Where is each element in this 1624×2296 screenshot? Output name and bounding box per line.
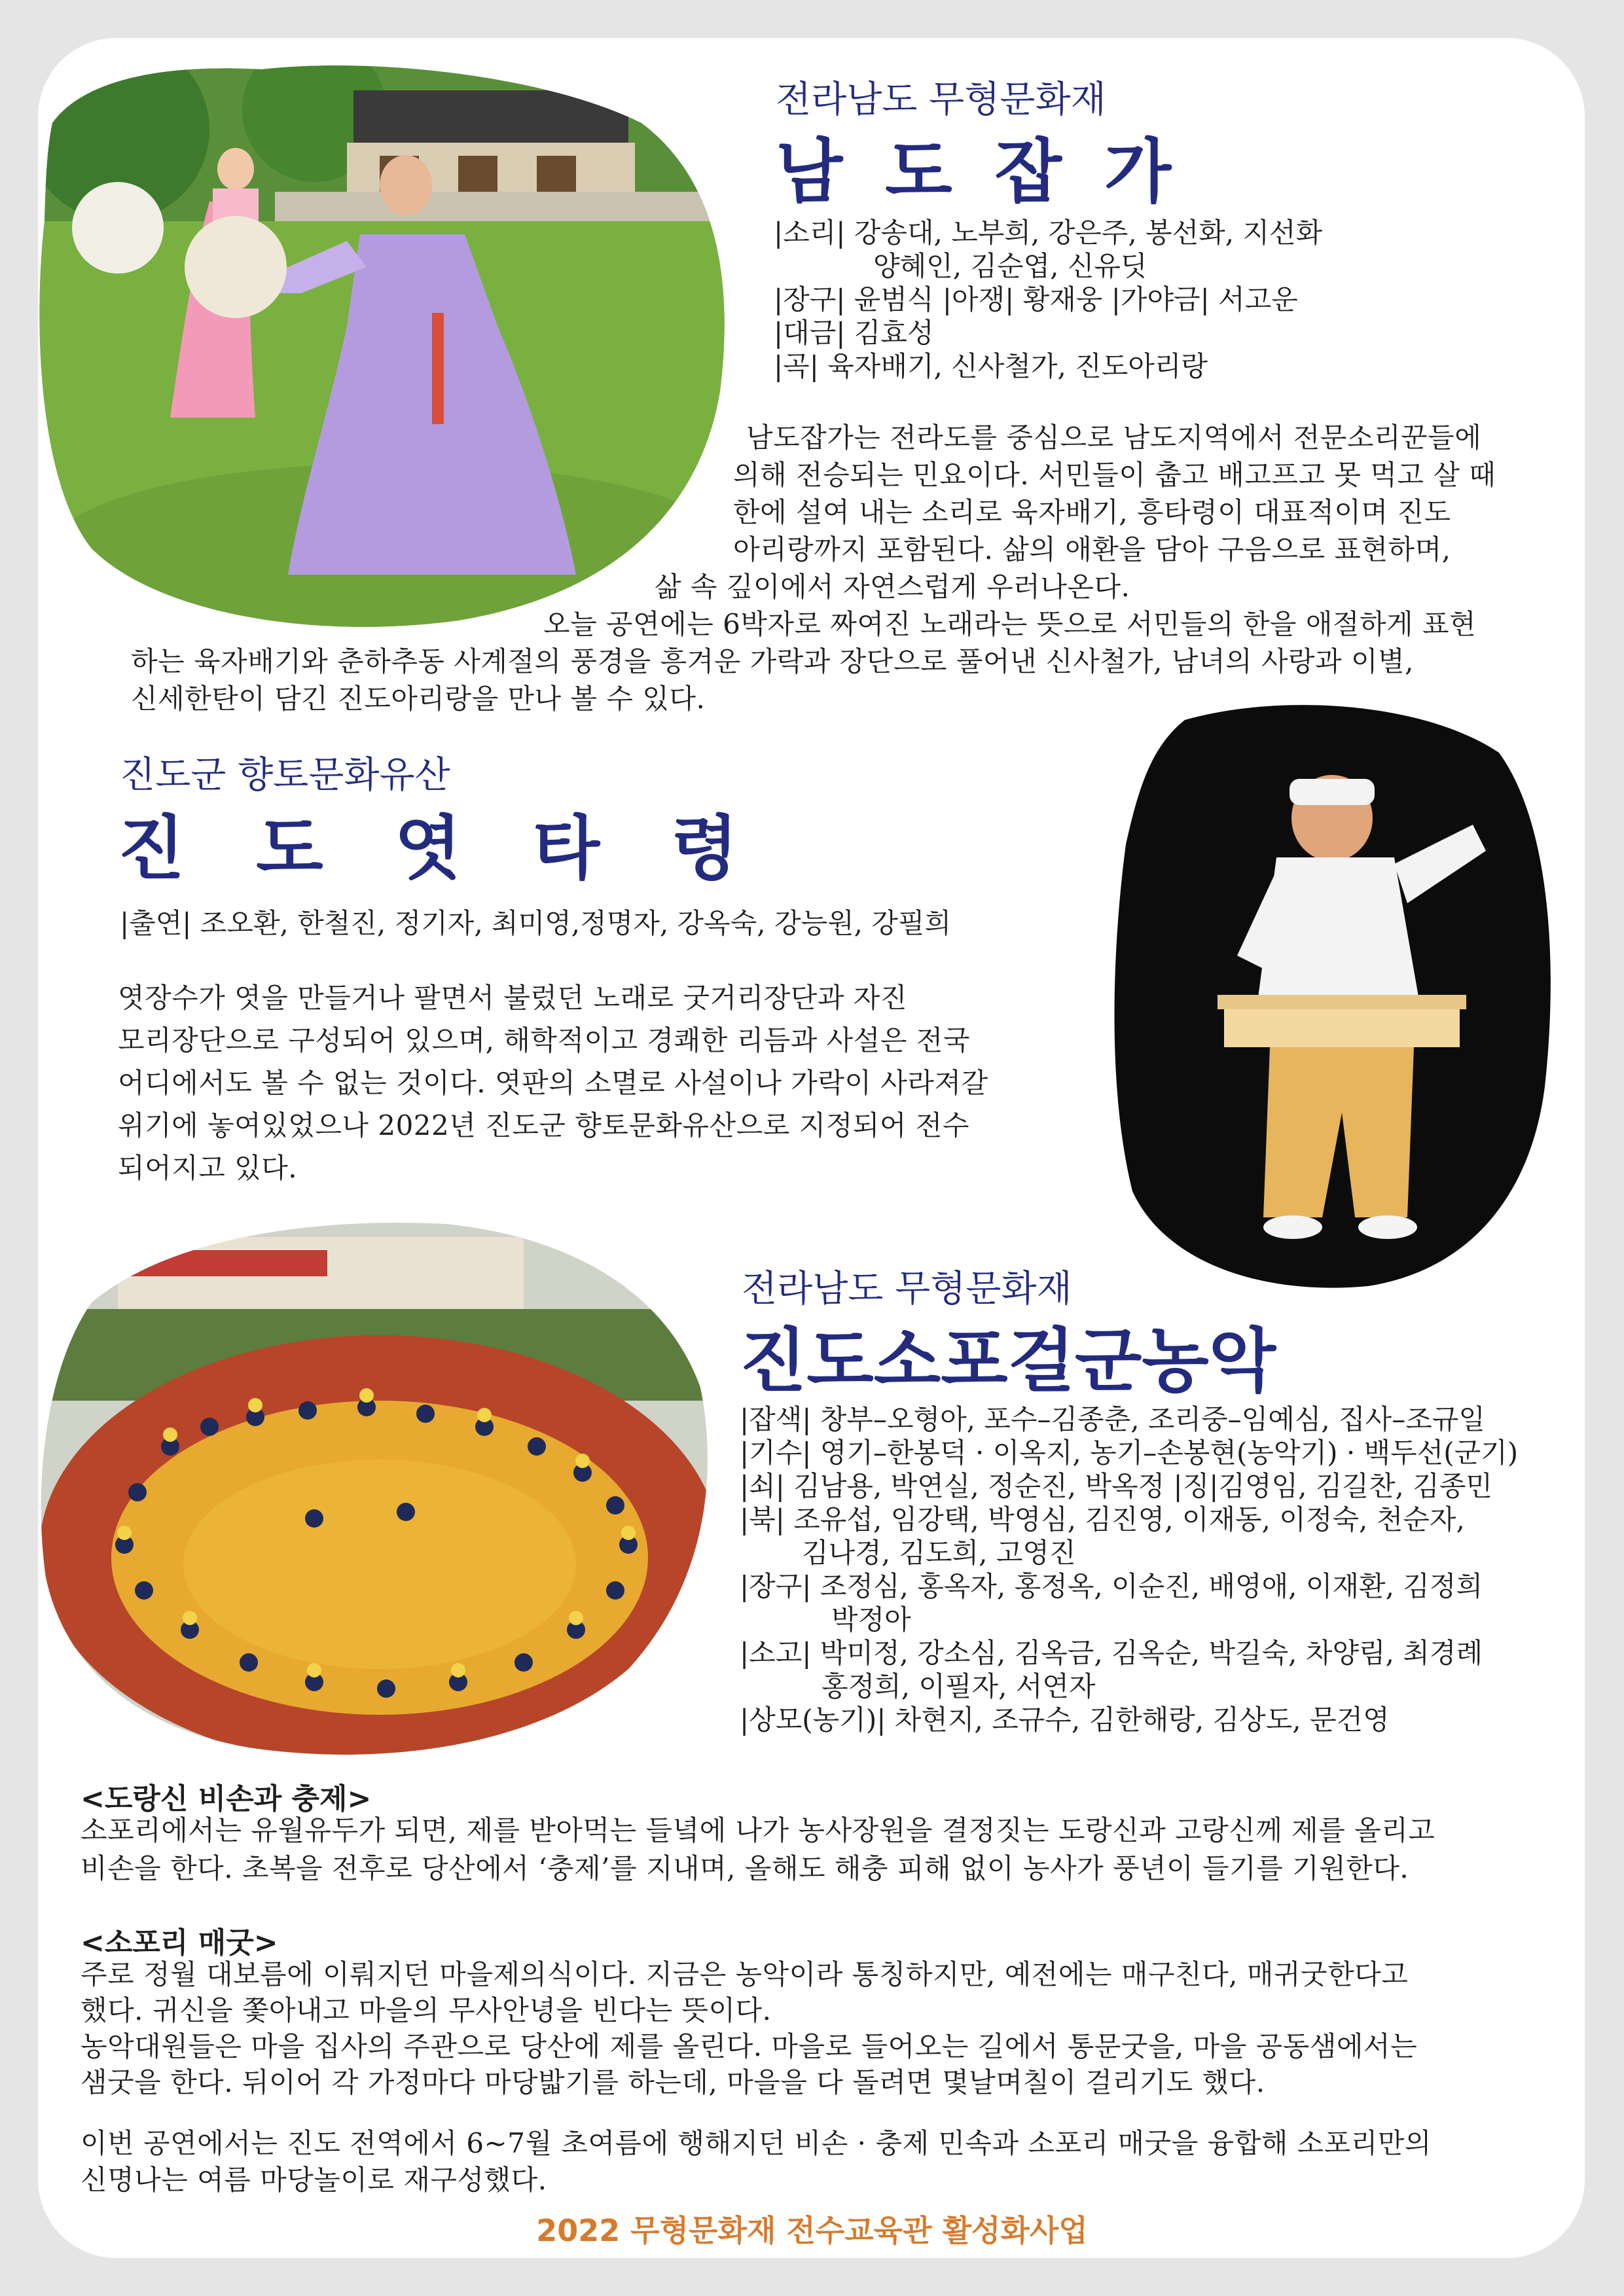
- section2-body-line: 되어지고 있다.: [118, 1152, 298, 1184]
- footer-program-title: 2022 무형문화재 전수교육관 활성화사업: [536, 2213, 1088, 2248]
- section1-body-line: 삶 속 깊이에서 자연스럽게 우러나온다.: [655, 571, 1130, 603]
- credit-line: 홍정희, 이필자, 서연자: [821, 1670, 1096, 1702]
- section2-body: [118, 977, 988, 1189]
- section4-heading: <도랑신 비손과 충제>: [81, 1782, 372, 1816]
- photo-nongak-performance: [39, 1211, 713, 1767]
- section5-closing-line: 이번 공연에서는 진도 전역에서 6~7월 초여름에 행해지던 비손 · 충제 민속과 소포리 매굿을 융합해 소포리만의: [81, 2127, 1432, 2159]
- section1-body-line: 하는 육자배기와 춘하추동 사계절의 풍경을 흥겨운 가락과 장단으로 풀어낸 신사철가, 남녀의 사랑과 이별,: [131, 645, 1415, 677]
- section1-body-line: 의해 전승되는 민요이다. 서민들이 춥고 배고프고 못 먹고 살 때: [733, 459, 1496, 491]
- section5-body-line: 샘굿을 한다. 뒤이어 각 가정마다 마당밟기를 하는데, 마을을 다 돌려면 몇날며칠이 걸리기도 했다.: [81, 2066, 1265, 2098]
- section1-subtitle: 전라남도 무형문화재: [776, 79, 1106, 121]
- credit-line: |대금| 김효성: [774, 317, 934, 349]
- section1-body-line: 남도잡가는 전라도를 중심으로 남도지역에서 전문소리꾼들에: [746, 422, 1482, 454]
- section2-credits: |출연| 조오환, 한철진, 정기자, 최미영,정명자, 강옥숙, 강능원, 강필희: [120, 907, 952, 939]
- section5-body-line: 농악대원들은 마을 집사의 주관으로 당산에 제를 올린다. 마을로 들어오는 길에서 통문굿을, 마을 공동샘에서는: [81, 2030, 1418, 2062]
- credit-line: |상모(농기)| 차현지, 조규수, 김한해랑, 김상도, 문건영: [740, 1704, 1390, 1736]
- credit-line: |장구| 조정심, 홍옥자, 홍정옥, 이순진, 배영애, 이재환, 김정희: [740, 1570, 1483, 1602]
- credit-line: |곡| 육자배기, 신사철가, 진도아리랑: [774, 350, 1208, 382]
- section2-body-line: 어디에서도 볼 수 없는 것이다. 엿판의 소멸로 사설이나 가락이 사라져갈: [118, 1067, 988, 1099]
- section2-body-line: 위기에 놓여있었으나 2022년 진도군 향토문화유산으로 지정되어 전수: [118, 1109, 969, 1141]
- photo-yeot-taryeong: [1106, 694, 1558, 1296]
- section4-body-line: 비손을 한다. 초복을 전후로 당산에서 ‘충제’를 지내며, 올해도 해충 피해 없이 농사가 풍년이 들기를 기원한다.: [81, 1852, 1409, 1884]
- credit-line: |기수| 영기–한봉덕 · 이옥지, 농기–손봉현(농악기) · 백두선(군기): [740, 1437, 1519, 1469]
- credit-line: |북| 조유섭, 임강택, 박영심, 김진영, 이재동, 이정숙, 천순자,: [740, 1503, 1465, 1535]
- section2-body-line: 엿장수가 엿을 만들거나 팔면서 불렀던 노래로 굿거리장단과 자진: [118, 982, 907, 1014]
- section5-heading: <소포리 매굿>: [81, 1926, 278, 1960]
- section1-title: 남 도 잡 가: [776, 132, 1181, 212]
- credit-line: |소리| 강송대, 노부희, 강은주, 봉선화, 지선화: [774, 217, 1323, 249]
- section5-closing-line: 신명나는 여름 마당놀이로 재구성했다.: [81, 2164, 547, 2196]
- section5-body-line: 주로 정월 대보름에 이뤄지던 마을제의식이다. 지금은 농악이라 통칭하지만, 예전에는 매구친다, 매귀굿한다고: [81, 1958, 1409, 1990]
- photo-namdo-japga: [39, 51, 733, 634]
- section1-body-line: 아리랑까지 포함된다. 삶의 애환을 담아 구음으로 표현하며,: [733, 533, 1451, 565]
- section2-body-line: 모리장단으로 구성되어 있으며, 해학적이고 경쾌한 리듬과 사설은 전국: [118, 1024, 970, 1056]
- section3-subtitle: 전라남도 무형문화재: [742, 1268, 1072, 1310]
- credit-line: 박정아: [831, 1604, 911, 1636]
- section1-body-line: 한에 설여 내는 소리로 육자배기, 흥타령이 대표적이며 진도: [733, 496, 1451, 528]
- section1-body-line: 오늘 공연에는 6박자로 짜여진 노래라는 뜻으로 서민들의 한을 애절하게 표현: [543, 608, 1477, 640]
- credit-line: |쇠| 김남용, 박연실, 정순진, 박옥정 |징|김영임, 김길찬, 김종민: [740, 1470, 1492, 1502]
- section2-title: 진 도 엿 타 령: [118, 808, 762, 889]
- section1-credits: [774, 216, 1322, 383]
- section2-subtitle: 진도군 향토문화유산: [120, 754, 450, 797]
- credit-line: 김나경, 김도희, 고영진: [802, 1537, 1076, 1569]
- section3-credits: [740, 1403, 1518, 1736]
- section4-body-line: 소포리에서는 유월유두가 되면, 제를 받아먹는 들녘에 나가 농사장원을 결정짓는 도랑신과 고랑신께 제를 올리고: [81, 1814, 1435, 1846]
- section5-body-line: 했다. 귀신을 쫓아내고 마을의 무사안녕을 빈다는 뜻이다.: [81, 1994, 772, 2026]
- credit-line: |잡색| 창부–오형아, 포수–김종춘, 조리중–임예심, 집사–조규일: [740, 1403, 1485, 1435]
- section1-body-line: 신세한탄이 담긴 진도아리랑을 만나 볼 수 있다.: [131, 683, 706, 715]
- section3-title: 진도소포걸군농악: [740, 1321, 1276, 1401]
- credit-line: |소고| 박미정, 강소심, 김옥금, 김옥순, 박길숙, 차양림, 최경례: [740, 1637, 1483, 1669]
- credit-line: |장구| 윤범식 |아쟁| 황재웅 |가야금| 서고운: [774, 283, 1298, 315]
- credit-line: 양혜인, 김순엽, 신유딧: [873, 250, 1147, 282]
